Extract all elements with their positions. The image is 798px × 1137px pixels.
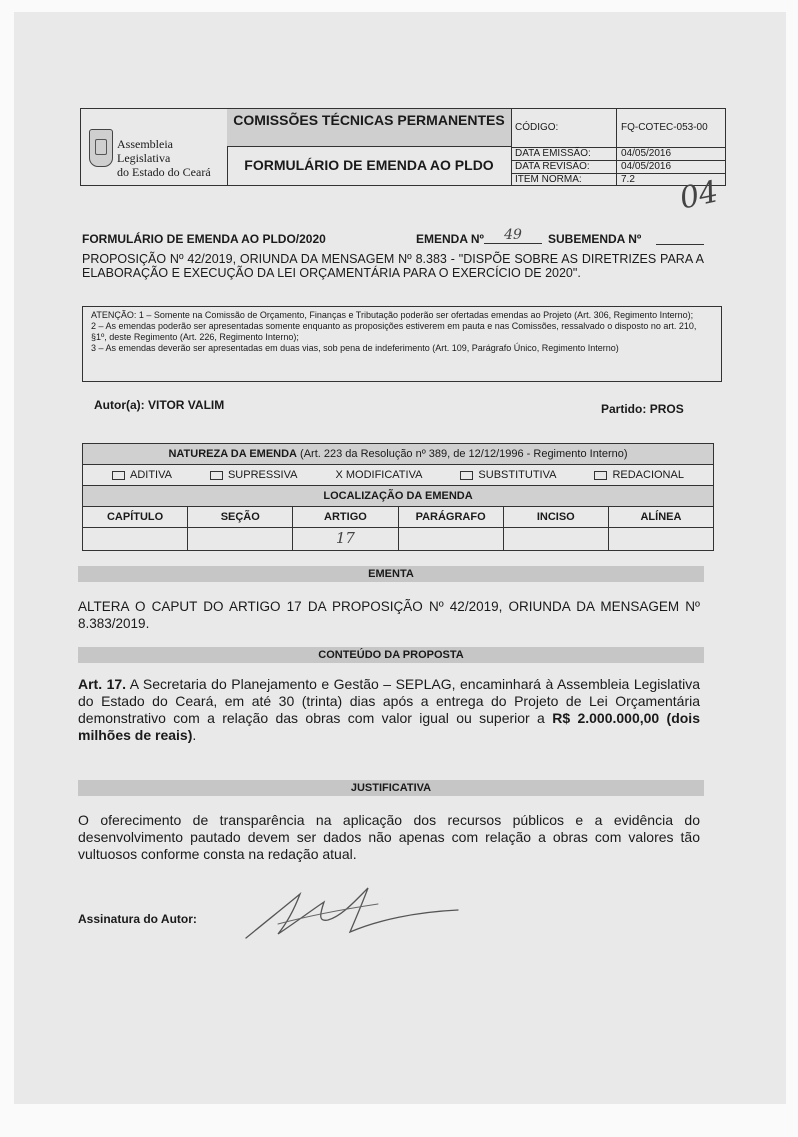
header-subtitle: FORMULÁRIO DE EMENDA AO PLDO [244,157,494,173]
column-header: PARÁGRAFO [399,507,504,527]
column-header: INCISO [504,507,609,527]
attention-notice: ATENÇÃO: 1 – Somente na Comissão de Orçamento, Finanças e Tributação poderão ser ofertadas emendas ao Projeto (Art. 306, Regimento Interno); 2 – As emendas poderão ser apresentadas somente enquanto as proposições estiverem em pauta e nas Comissões, ressalvado o disposto no art. 210, §1º, deste Regimento (Art. 226, Regimento Interno); 3 – As emendas deverão ser apresentadas em duas vias, sob pena de indeferimento (Art. 109, Parágrafo Único, Regimento Interno) [82,306,722,382]
justificativa-text: O oferecimento de transparência na aplicação dos recursos públicos e a evidência do desenvolvimento pautado devem ser dados não apenas com relação a obras com valores tão vultuosos conforme consta na redação atual. [78,812,700,862]
form-header [80,108,726,186]
issue-date: 04/05/2016 [621,148,672,159]
value-cell [504,528,609,550]
checkbox [594,471,607,480]
subemenda-blank [656,244,704,245]
document-metadata: CÓDIGO: FQ-COTEC-053-00 DATA EMISSÃO: 04/05/2016 DATA REVISÃO: 04/05/2016 ITEM NORMA: 7.2 [511,109,725,186]
emenda-number-label: EMENDA Nº [416,232,484,246]
institution-logo [81,109,228,185]
conteudo-header: CONTEÚDO DA PROPOSTA [78,647,704,663]
signature-label: Assinatura do Autor: [78,912,197,926]
column-header: SEÇÃO [188,507,293,527]
location-values [83,528,713,550]
column-header: ALÍNEA [640,511,682,523]
form-title: FORMULÁRIO DE EMENDA AO PLDO/2020 [82,232,326,246]
author-line: Autor(a): VITOR VALIM [94,398,225,412]
author-signature [238,880,468,950]
party-line: Partido: PROS [601,402,684,416]
option-redacional: REDACIONAL [594,469,684,481]
emenda-number-value: 49 [484,227,542,244]
norm-item: 7.2 [621,174,635,185]
option-supressiva: SUPRESSIVA [210,469,298,481]
value-cell [188,528,293,550]
proposicao-text: PROPOSIÇÃO Nº 42/2019, ORIUNDA DA MENSAGEM Nº 8.383 - "DISPÕE SOBRE AS DIRETRIZES PARA A ELABORAÇÃO E EXECUÇÃO DA LEI ORÇAMENTÁRIA PARA O EXERCÍCIO DE 2020". [82,252,704,280]
location-columns [83,507,713,528]
option-aditiva: ADITIVA [112,469,172,481]
author-name: VITOR VALIM [148,398,225,412]
location-header: LOCALIZAÇÃO DA EMENDA [83,486,713,507]
subemenda-label: SUBEMENDA Nº [548,232,642,246]
article-number: Art. 17. [78,676,127,692]
checked-mark: X [335,469,343,481]
value-cell [609,528,713,550]
checkbox [460,471,473,480]
institution-name: Assembleia Legislativa do Estado do Ceará [117,137,211,179]
party-name: PROS [649,402,684,416]
nature-options [83,465,713,486]
amendment-nature-table [82,443,714,551]
value-cell [83,528,188,550]
ementa-text: ALTERA O CAPUT DO ARTIGO 17 DA PROPOSIÇÃO Nº 42/2019, ORIUNDA DA MENSAGEM Nº 8.383/2019. [78,599,700,631]
conteudo-text: Art. 17. A Secretaria do Planejamento e Gestão – SEPLAG, encaminhará à Assembleia Legislativa do Estado do Ceará, em até 30 (trinta) dias após a entrega do Projeto de Lei Orçamentária demonstrativo com a relação das obras com valor igual ou superior a R$ 2.000.000,00 (dois milhões de reais). [78,676,700,743]
document-code: FQ-COTEC-053-00 [621,122,708,133]
value-amount: R$ 2.000.000,00 (dois milhões de reais) [78,710,700,743]
revision-date: 04/05/2016 [621,161,672,172]
header-title: COMISSÕES TÉCNICAS PERMANENTES [227,109,511,147]
checkbox [210,471,223,480]
coat-of-arms-icon [89,129,113,167]
value-cell [399,528,504,550]
column-header: ARTIGO [293,507,398,527]
nature-header: NATUREZA DA EMENDA (Art. 223 da Resolução nº 389, de 12/12/1996 - Regimento Interno) [83,444,713,465]
checkbox [112,471,125,480]
handwritten-page-number: 04 [676,174,722,217]
option-modificativa: X MODIFICATIVA [335,469,423,481]
justificativa-header: JUSTIFICATIVA [78,780,704,796]
option-substitutiva: SUBSTITUTIVA [460,469,556,481]
ementa-header: EMENTA [78,566,704,582]
column-header: CAPÍTULO [83,507,188,527]
article-value-cell: 17 [293,528,398,550]
